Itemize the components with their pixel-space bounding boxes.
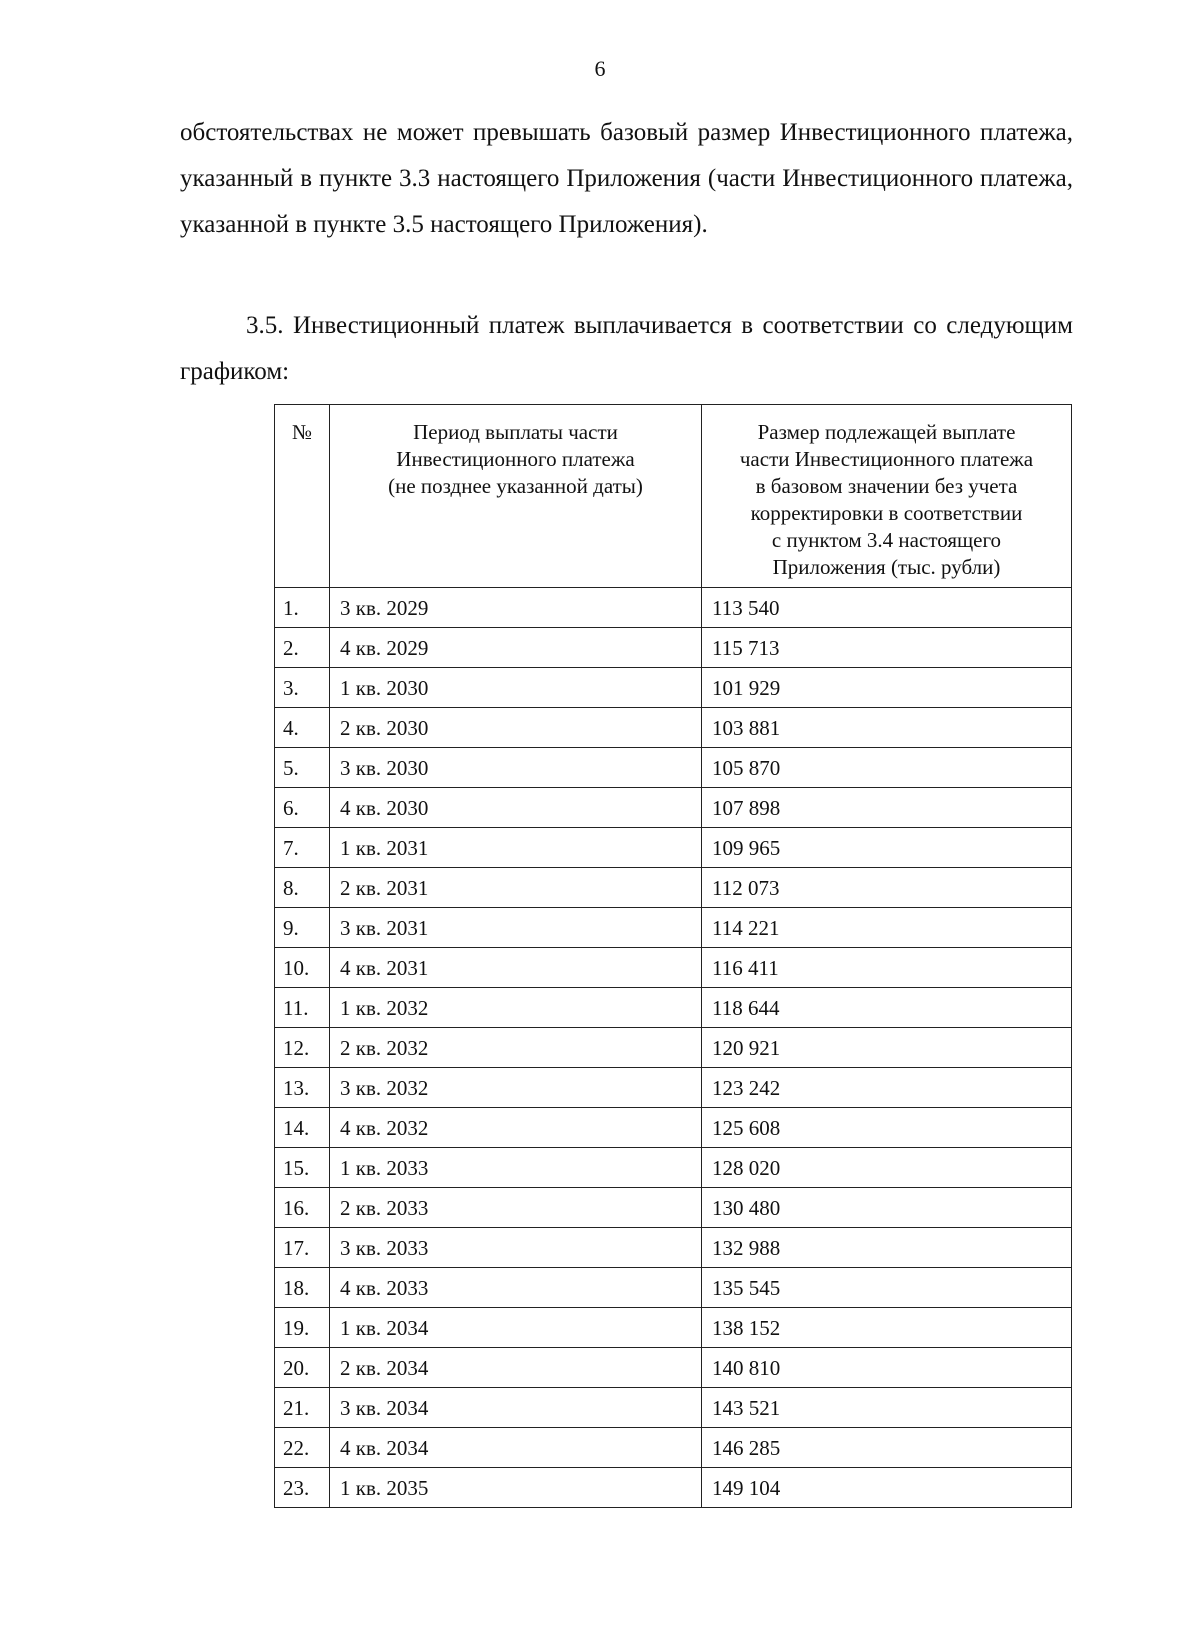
table-row bbox=[275, 988, 1072, 1028]
table-row bbox=[275, 1308, 1072, 1348]
table-row bbox=[275, 1068, 1072, 1108]
table-row bbox=[275, 668, 1072, 708]
table-row bbox=[275, 948, 1072, 988]
header-period-line: (не позднее указанной даты) bbox=[388, 474, 643, 498]
cell-number: 11. bbox=[275, 988, 330, 1028]
cell-period: 3 кв. 2034 bbox=[330, 1388, 702, 1428]
cell-period: 1 кв. 2031 bbox=[330, 828, 702, 868]
header-amount-line: Размер подлежащей выплате bbox=[757, 420, 1016, 444]
cell-amount: 109 965 bbox=[702, 828, 1072, 868]
cell-number: 20. bbox=[275, 1348, 330, 1388]
cell-period: 4 кв. 2031 bbox=[330, 948, 702, 988]
cell-period: 1 кв. 2033 bbox=[330, 1148, 702, 1188]
cell-number: 12. bbox=[275, 1028, 330, 1068]
cell-number: 2. bbox=[275, 628, 330, 668]
header-period-line: Период выплаты части bbox=[413, 420, 618, 444]
cell-number: 18. bbox=[275, 1268, 330, 1308]
table-row bbox=[275, 1188, 1072, 1228]
table-row bbox=[275, 788, 1072, 828]
cell-number: 10. bbox=[275, 948, 330, 988]
paragraph-continuation: обстоятельствах не может превышать базовый размер Инвестиционного платежа, указанный в пункте 3.3 настоящего Приложения (части Инвестиционного платежа, указанной в пункте 3.5 настоящего Приложения). bbox=[180, 119, 1073, 238]
cell-number: 14. bbox=[275, 1108, 330, 1148]
cell-period: 2 кв. 2031 bbox=[330, 868, 702, 908]
cell-number: 23. bbox=[275, 1468, 330, 1508]
cell-amount: 123 242 bbox=[702, 1068, 1072, 1108]
table-header-row bbox=[275, 405, 1072, 588]
cell-period: 3 кв. 2030 bbox=[330, 748, 702, 788]
cell-amount: 101 929 bbox=[702, 668, 1072, 708]
cell-period: 1 кв. 2035 bbox=[330, 1468, 702, 1508]
cell-period: 4 кв. 2034 bbox=[330, 1428, 702, 1468]
header-amount-line: корректировки в соответствии bbox=[750, 501, 1023, 525]
cell-number: 1. bbox=[275, 588, 330, 628]
page-number: 6 bbox=[594, 56, 606, 81]
cell-period: 4 кв. 2032 bbox=[330, 1108, 702, 1148]
cell-amount: 105 870 bbox=[702, 748, 1072, 788]
cell-period: 1 кв. 2032 bbox=[330, 988, 702, 1028]
header-period-line: Инвестиционного платежа bbox=[396, 447, 635, 471]
table-row bbox=[275, 1108, 1072, 1148]
table-row bbox=[275, 588, 1072, 628]
cell-amount: 120 921 bbox=[702, 1028, 1072, 1068]
header-amount-line: в базовом значении без учета bbox=[755, 474, 1018, 498]
table-row bbox=[275, 1468, 1072, 1508]
table-row bbox=[275, 1388, 1072, 1428]
cell-amount: 114 221 bbox=[702, 908, 1072, 948]
cell-number: 22. bbox=[275, 1428, 330, 1468]
cell-amount: 149 104 bbox=[702, 1468, 1072, 1508]
table-row bbox=[275, 1028, 1072, 1068]
table-row bbox=[275, 828, 1072, 868]
cell-period: 4 кв. 2030 bbox=[330, 788, 702, 828]
cell-amount: 112 073 bbox=[702, 868, 1072, 908]
cell-amount: 107 898 bbox=[702, 788, 1072, 828]
cell-amount: 132 988 bbox=[702, 1228, 1072, 1268]
table-row bbox=[275, 1348, 1072, 1388]
cell-number: 13. bbox=[275, 1068, 330, 1108]
cell-number: 6. bbox=[275, 788, 330, 828]
cell-period: 4 кв. 2029 bbox=[330, 628, 702, 668]
cell-period: 2 кв. 2032 bbox=[330, 1028, 702, 1068]
table-row bbox=[275, 748, 1072, 788]
cell-amount: 135 545 bbox=[702, 1268, 1072, 1308]
cell-period: 4 кв. 2033 bbox=[330, 1268, 702, 1308]
cell-period: 1 кв. 2034 bbox=[330, 1308, 702, 1348]
table-row bbox=[275, 628, 1072, 668]
cell-amount: 146 285 bbox=[702, 1428, 1072, 1468]
cell-amount: 130 480 bbox=[702, 1188, 1072, 1228]
paragraph-clause-3-5: 3.5. Инвестиционный платеж выплачивается в соответствии со следующим графиком: bbox=[180, 312, 1073, 385]
cell-amount: 103 881 bbox=[702, 708, 1072, 748]
cell-number: 5. bbox=[275, 748, 330, 788]
cell-number: 16. bbox=[275, 1188, 330, 1228]
header-number: № bbox=[275, 405, 330, 588]
header-amount-line: Приложения (тыс. рубли) bbox=[772, 555, 1001, 579]
cell-period: 3 кв. 2033 bbox=[330, 1228, 702, 1268]
cell-number: 7. bbox=[275, 828, 330, 868]
header-amount-line: с пунктом 3.4 настоящего bbox=[771, 528, 1002, 552]
header-period bbox=[330, 405, 702, 588]
cell-period: 3 кв. 2029 bbox=[330, 588, 702, 628]
cell-amount: 113 540 bbox=[702, 588, 1072, 628]
table-row bbox=[275, 1228, 1072, 1268]
cell-amount: 116 411 bbox=[702, 948, 1072, 988]
cell-number: 9. bbox=[275, 908, 330, 948]
cell-period: 1 кв. 2030 bbox=[330, 668, 702, 708]
table-row bbox=[275, 708, 1072, 748]
header-amount-line: части Инвестиционного платежа bbox=[739, 447, 1034, 471]
cell-amount: 138 152 bbox=[702, 1308, 1072, 1348]
cell-number: 17. bbox=[275, 1228, 330, 1268]
table-body bbox=[275, 588, 1072, 1508]
cell-period: 3 кв. 2031 bbox=[330, 908, 702, 948]
table-row bbox=[275, 1428, 1072, 1468]
cell-amount: 128 020 bbox=[702, 1148, 1072, 1188]
cell-period: 2 кв. 2034 bbox=[330, 1348, 702, 1388]
cell-period: 3 кв. 2032 bbox=[330, 1068, 702, 1108]
cell-amount: 115 713 bbox=[702, 628, 1072, 668]
cell-number: 21. bbox=[275, 1388, 330, 1428]
cell-amount: 118 644 bbox=[702, 988, 1072, 1028]
cell-number: 3. bbox=[275, 668, 330, 708]
table-row bbox=[275, 1148, 1072, 1188]
cell-number: 15. bbox=[275, 1148, 330, 1188]
cell-period: 2 кв. 2033 bbox=[330, 1188, 702, 1228]
cell-amount: 125 608 bbox=[702, 1108, 1072, 1148]
cell-number: 8. bbox=[275, 868, 330, 908]
table-row bbox=[275, 908, 1072, 948]
cell-number: 19. bbox=[275, 1308, 330, 1348]
cell-number: 4. bbox=[275, 708, 330, 748]
cell-amount: 143 521 bbox=[702, 1388, 1072, 1428]
cell-period: 2 кв. 2030 bbox=[330, 708, 702, 748]
header-amount bbox=[702, 405, 1072, 588]
cell-amount: 140 810 bbox=[702, 1348, 1072, 1388]
table-row bbox=[275, 868, 1072, 908]
table-row bbox=[275, 1268, 1072, 1308]
payment-schedule-table bbox=[274, 404, 1072, 1508]
